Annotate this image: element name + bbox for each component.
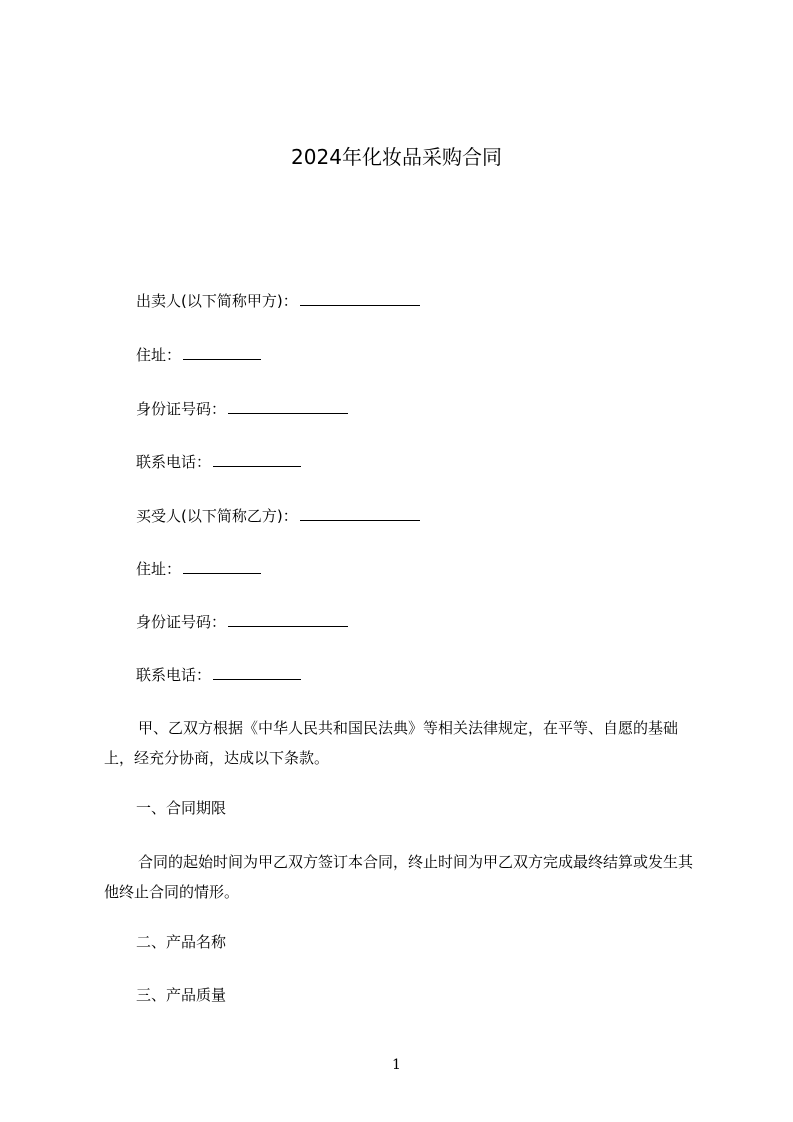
section1-paragraph: 合同的起始时间为甲乙双方签订本合同，终止时间为甲乙双方完成最终结算或发生其他终止合同的情形。 [104,853,694,901]
buyer-line [136,506,420,526]
intro-paragraph: 甲、乙双方根据《中华人民共和国民法典》等相关法律规定，在平等、自愿的基础上，经充分协商，达成以下条款。 [104,719,679,767]
seller-id-blank-field[interactable] [228,399,348,414]
seller-address-label: 住址： [136,346,182,364]
buyer-phone-label: 联系电话： [136,666,212,684]
section1-heading: 一、合同期限 [136,799,227,817]
buyer-address-blank-field[interactable] [183,559,261,574]
buyer-phone-blank-field[interactable] [213,665,301,680]
buyer-id-line [136,612,348,632]
seller-id-label: 身份证号码： [136,400,227,418]
buyer-blank-field[interactable] [300,506,420,521]
seller-phone-blank-field[interactable] [213,452,301,467]
seller-label: 出卖人(以下简称甲方)： [136,292,298,310]
buyer-label: 买受人(以下简称乙方)： [136,507,298,525]
seller-phone-line [136,452,301,472]
seller-address-line [136,345,261,365]
seller-id-line [136,399,348,419]
buyer-id-blank-field[interactable] [228,612,348,627]
section3-heading: 三、产品质量 [136,986,227,1004]
seller-phone-label: 联系电话： [136,453,212,471]
seller-line [136,291,420,311]
buyer-phone-line [136,665,301,685]
buyer-address-line [136,559,261,579]
buyer-id-label: 身份证号码： [136,613,227,631]
seller-blank-field[interactable] [300,291,420,306]
document-title: 2024年化妆品采购合同 [291,145,502,169]
section2-heading: 二、产品名称 [136,933,227,951]
seller-address-blank-field[interactable] [183,345,261,360]
buyer-address-label: 住址： [136,560,182,578]
page-number: 1 [392,1057,401,1073]
